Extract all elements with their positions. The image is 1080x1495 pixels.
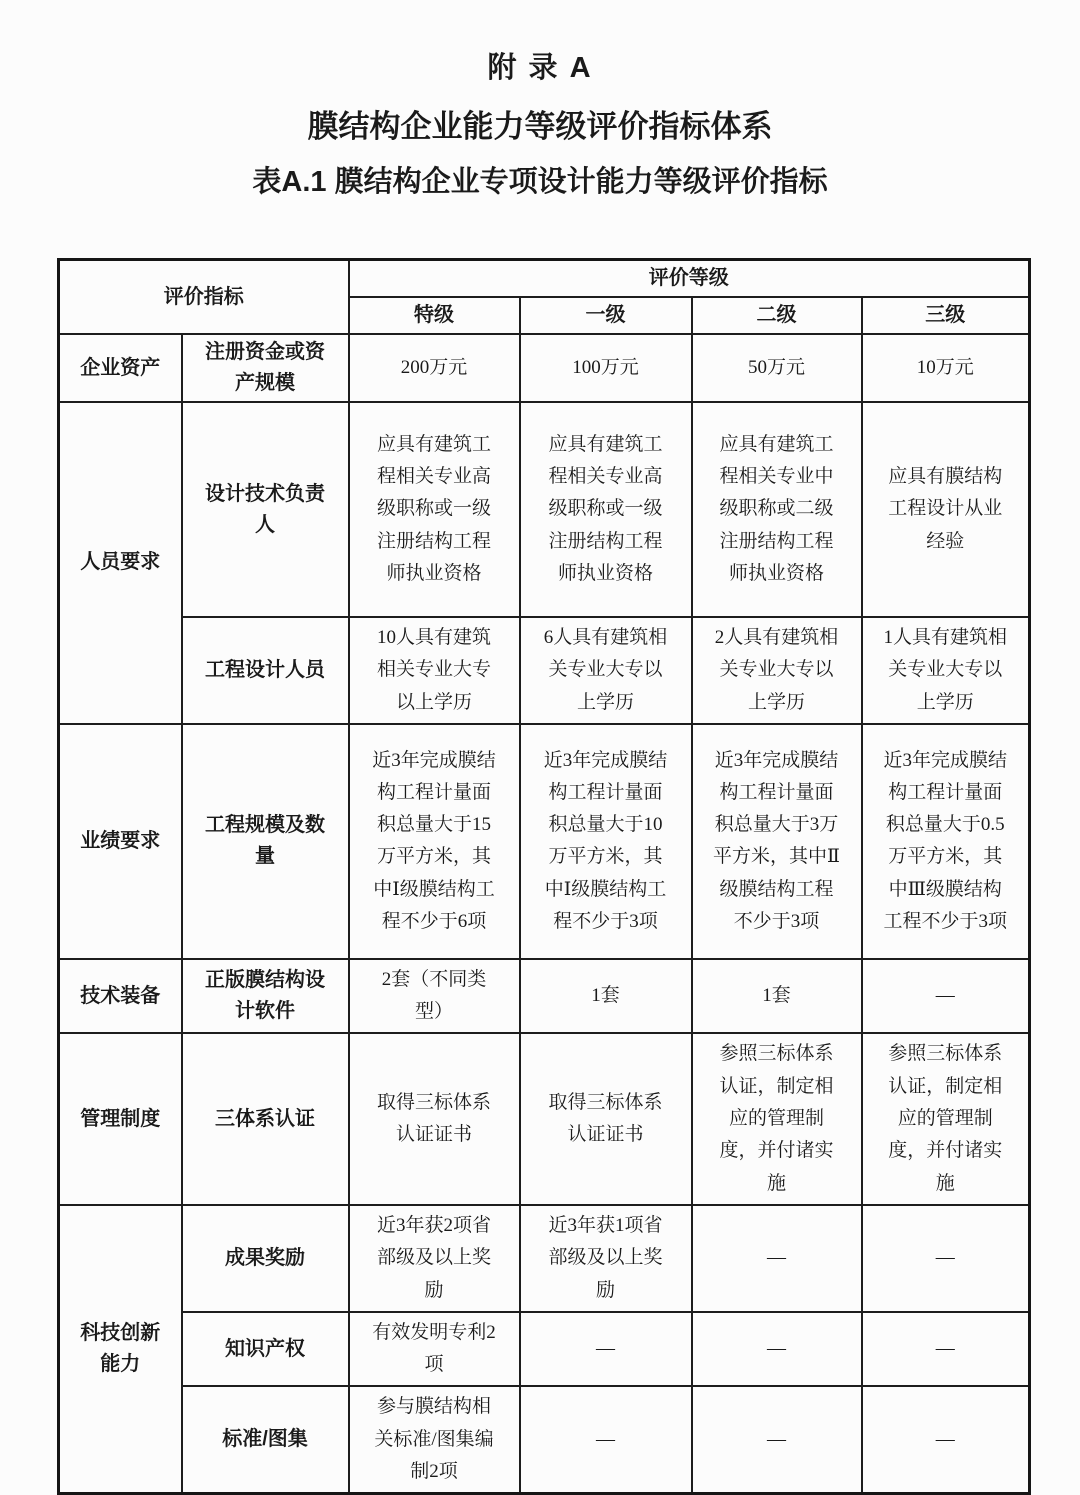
table-row-design-lead [59,402,1030,617]
table-cell: — [692,1205,862,1312]
table-cell: 1套 [520,959,692,1034]
table-cell: 1人具有建筑相关专业大专以上学历 [862,617,1030,724]
row-indicator: 正版膜结构设计软件 [182,959,349,1034]
row-indicator: 三体系认证 [182,1033,349,1204]
table-cell: — [862,1312,1030,1387]
header-grade-3: 三级 [862,297,1030,334]
header-grade-1: 一级 [520,297,692,334]
table-cell: 近3年获1项省部级及以上奖励 [520,1205,692,1312]
row-indicator: 工程设计人员 [182,617,349,724]
table-row-certification [59,1033,1030,1204]
row-indicator: 标准/图集 [182,1386,349,1493]
table-row-project-scale [59,724,1030,959]
table-cell: 取得三标体系认证证书 [349,1033,520,1204]
table-row-standards-atlas [59,1386,1030,1493]
table-cell: 参与膜结构相关标准/图集编制2项 [349,1386,520,1493]
table-row-design-software [59,959,1030,1034]
table-row-intellectual-property [59,1312,1030,1387]
table-cell: 1套 [692,959,862,1034]
row-indicator: 知识产权 [182,1312,349,1387]
table-row-awards [59,1205,1030,1312]
table-cell: 10万元 [862,334,1030,402]
table-row-enterprise-assets [59,334,1030,402]
row-category: 技术装备 [59,959,182,1034]
table-cell: 应具有建筑工程相关专业高级职称或一级注册结构工程师执业资格 [349,402,520,617]
header-evaluation-grade: 评价等级 [349,260,1030,298]
table-cell: 近3年完成膜结构工程计量面积总量大于15万平方米，其中Ⅰ级膜结构工程不少于6项 [349,724,520,959]
table-cell: 参照三标体系认证，制定相应的管理制度，并付诸实施 [862,1033,1030,1204]
row-indicator: 设计技术负责人 [182,402,349,617]
table-cell: 200万元 [349,334,520,402]
table-cell: 2套（不同类型） [349,959,520,1034]
row-indicator: 成果奖励 [182,1205,349,1312]
table-cell: 取得三标体系认证证书 [520,1033,692,1204]
header-evaluation-indicator: 评价指标 [59,260,349,335]
table-cell: 50万元 [692,334,862,402]
document-subtitle: 膜结构企业能力等级评价指标体系 [307,109,773,144]
appendix-title: 附 录 A [487,52,593,84]
row-indicator: 注册资金或资产规模 [182,334,349,402]
row-category: 企业资产 [59,334,182,402]
row-category: 科技创新能力 [59,1205,182,1494]
header-grade-2: 二级 [692,297,862,334]
row-category: 人员要求 [59,402,182,724]
table-cell: 应具有膜结构工程设计从业经验 [862,402,1030,617]
table-cell: 近3年完成膜结构工程计量面积总量大于3万平方米，其中Ⅱ级膜结构工程不少于3项 [692,724,862,959]
table-cell: 6人具有建筑相关专业大专以上学历 [520,617,692,724]
table-cell: 2人具有建筑相关专业大专以上学历 [692,617,862,724]
table-cell: 100万元 [520,334,692,402]
table-cell: — [692,1312,862,1387]
table-caption: 表A.1 膜结构企业专项设计能力等级评价指标 [252,166,828,198]
table-cell: 近3年获2项省部级及以上奖励 [349,1205,520,1312]
row-category: 业绩要求 [59,724,182,959]
row-indicator: 工程规模及数量 [182,724,349,959]
table-cell: — [520,1312,692,1387]
table-cell: 近3年完成膜结构工程计量面积总量大于10万平方米，其中Ⅰ级膜结构工程不少于3项 [520,724,692,959]
evaluation-indicator-table [57,258,1031,1495]
table-cell: — [862,959,1030,1034]
title-block [0,0,1080,197]
table-cell: — [692,1386,862,1493]
table-cell: — [862,1205,1030,1312]
row-category: 管理制度 [59,1033,182,1204]
header-grade-special: 特级 [349,297,520,334]
header-row-1 [59,260,1030,298]
table-cell: 有效发明专利2项 [349,1312,520,1387]
table-cell: 10人具有建筑相关专业大专以上学历 [349,617,520,724]
table-cell: 应具有建筑工程相关专业高级职称或一级注册结构工程师执业资格 [520,402,692,617]
table-cell: 参照三标体系认证，制定相应的管理制度，并付诸实施 [692,1033,862,1204]
table-cell: — [520,1386,692,1493]
table-row-design-staff [59,617,1030,724]
table-cell: 近3年完成膜结构工程计量面积总量大于0.5万平方米，其中Ⅲ级膜结构工程不少于3项 [862,724,1030,959]
table-cell: — [862,1386,1030,1493]
table-cell: 应具有建筑工程相关专业中级职称或二级注册结构工程师执业资格 [692,402,862,617]
